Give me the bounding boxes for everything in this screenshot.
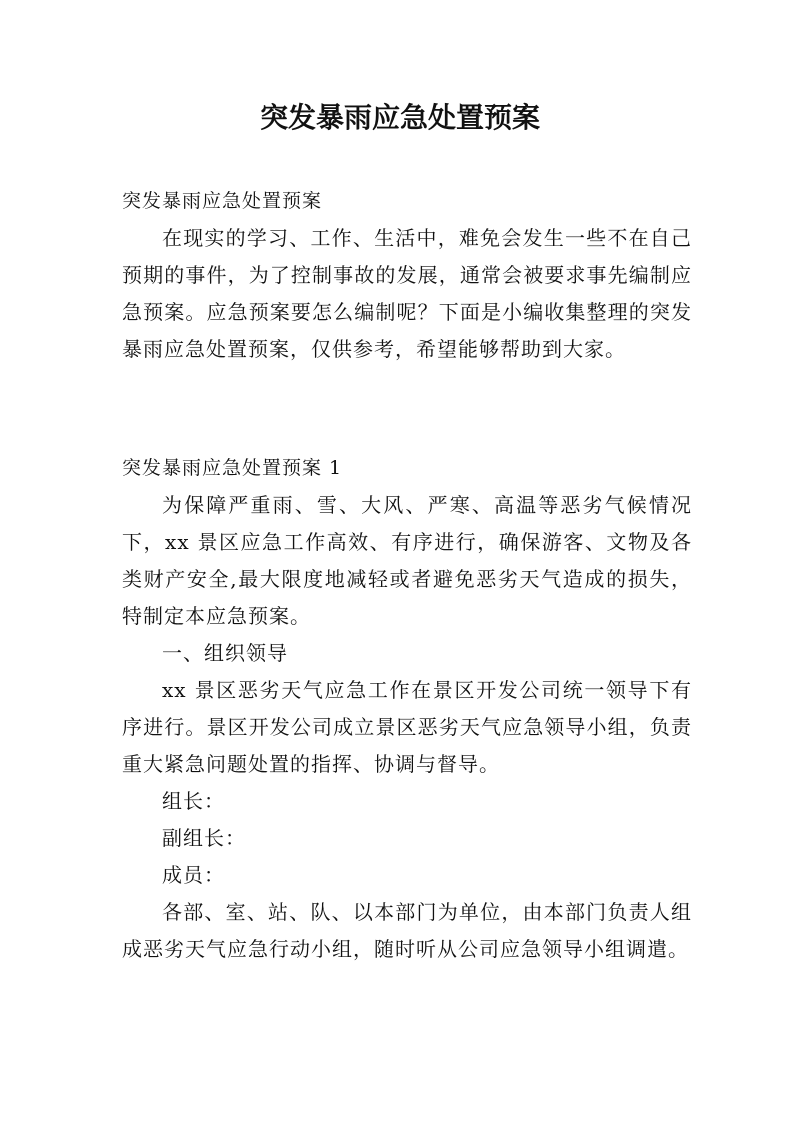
deputy-leader-line: 副组长：: [162, 826, 246, 850]
section-1: [122, 450, 692, 968]
section-1-subheading-organization: 一、组织领导: [162, 641, 288, 665]
section-1-paragraph-2: xx 景区恶劣天气应急工作在景区开发公司统一领导下有序进行。景区开发公司成立景区恶劣天气应急领导小组，负责重大紧急问题处置的指挥、协调与督导。: [122, 678, 692, 776]
section-1-paragraph-1: 为保障严重雨、雪、大风、严寒、高温等恶劣气候情况下，xx 景区应急工作高效、有序进行，确保游客、文物及各类财产安全,最大限度地减轻或者避免恶劣天气造成的损失，特制定本应急预案。: [122, 493, 692, 628]
intro-paragraph: 在现实的学习、工作、生活中，难免会发生一些不在自己预期的事件，为了控制事故的发展，通常会被要求事先编制应急预案。应急预案要怎么编制呢？下面是小编收集整理的突发暴雨应急处置预案，仅供参考，希望能够帮助到大家。: [122, 226, 692, 361]
section-1-paragraph-3: 各部、室、站、队、以本部门为单位，由本部门负责人组成恶劣天气应急行动小组，随时听从公司应急领导小组调遣。: [122, 900, 692, 961]
section-1-heading: 突发暴雨应急处置预案 1: [122, 457, 343, 479]
document-title: 突发暴雨应急处置预案: [259, 101, 540, 134]
leader-line: 组长：: [162, 789, 225, 813]
intro-heading: 突发暴雨应急处置预案: [122, 190, 323, 212]
intro-section: [122, 183, 692, 368]
members-line: 成员：: [162, 863, 225, 887]
